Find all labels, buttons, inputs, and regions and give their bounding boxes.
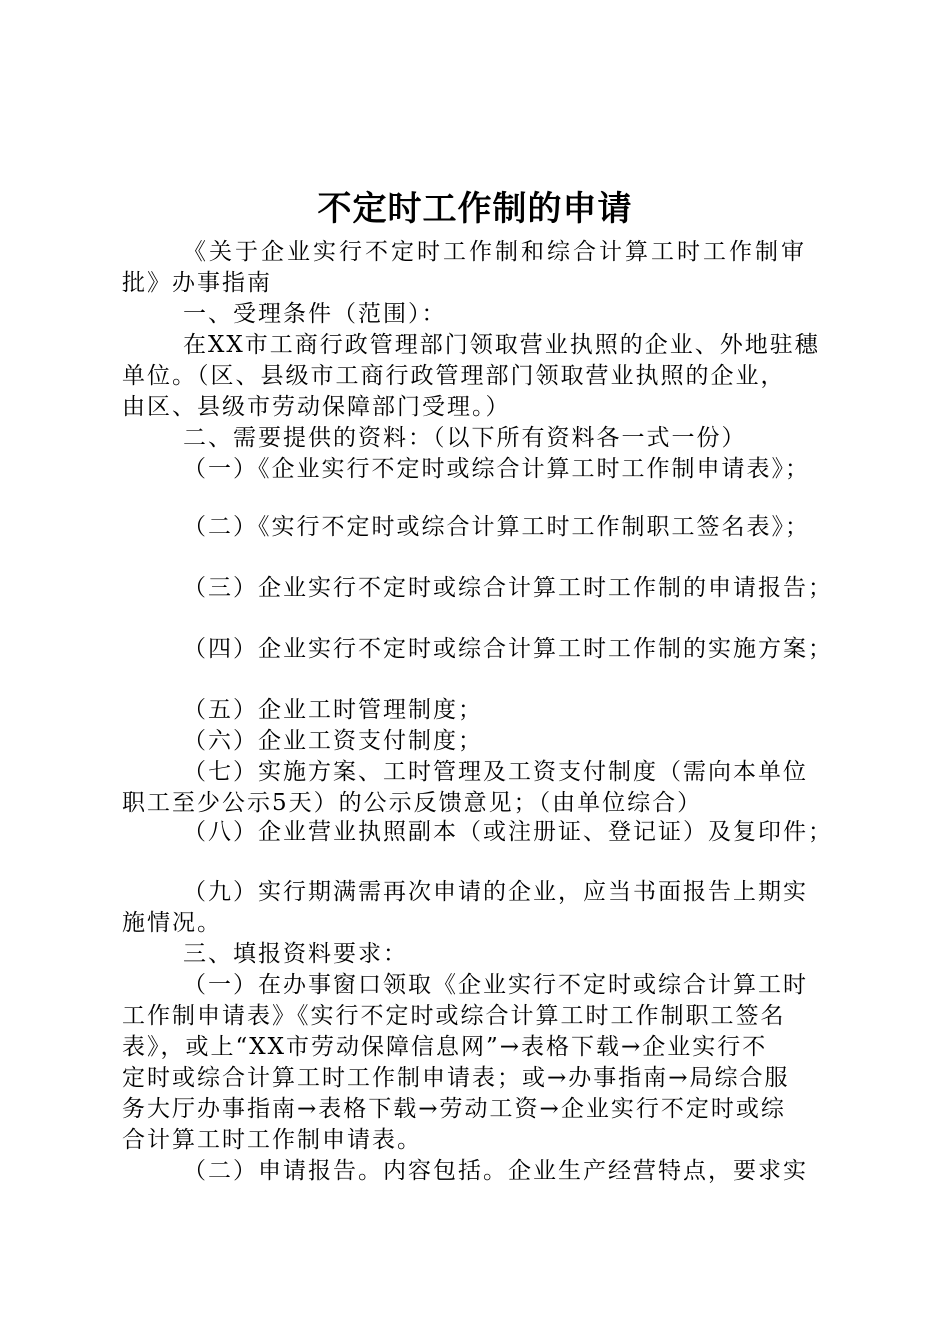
section-heading: 三、填报资料要求： xyxy=(183,941,408,967)
list-item-continuation: 施情况。 xyxy=(122,910,222,936)
document-title: 不定时工作制的申请 xyxy=(317,189,633,229)
list-item: （二）《实行不定时或综合计算工时工作制职工签名表》； xyxy=(183,514,810,540)
paragraph-line: （二）申请报告。内容包括。企业生产经营特点，要求实 xyxy=(183,1158,808,1184)
list-item: （九）实行期满需再次申请的企业，应当书面报告上期实 xyxy=(183,879,808,905)
paragraph-line: 由区、县级市劳动保障部门受理。） xyxy=(122,394,511,420)
paragraph-line: 批》办事指南 xyxy=(122,270,272,296)
paragraph-line: 务大厅办事指南→表格下载→劳动工资→企业实行不定时或综 xyxy=(122,1096,786,1122)
section-heading: 二、需要提供的资料：（以下所有资料各一式一份） xyxy=(183,425,747,451)
list-item: （六）企业工资支付制度； xyxy=(183,728,483,754)
list-item-continuation: 职工至少公示5天）的公示反馈意见；（由单位综合） xyxy=(122,790,703,816)
paragraph-line: 合计算工时工作制申请表。 xyxy=(122,1127,422,1153)
paragraph-line: 在XX市工商行政管理部门领取营业执照的企业、外地驻穗 xyxy=(183,332,820,358)
paragraph-line: （一）在办事窗口领取《企业实行不定时或综合计算工时 xyxy=(183,972,808,998)
section-heading: 一、受理条件（范围）： xyxy=(183,301,447,327)
list-item: （五）企业工时管理制度； xyxy=(183,697,483,723)
paragraph-line: 《关于企业实行不定时工作制和综合计算工时工作制审 xyxy=(183,239,807,265)
list-item: （八）企业营业执照副本（或注册证、登记证）及复印件； xyxy=(183,819,833,845)
paragraph-line: 工作制申请表》《实行不定时或综合计算工时工作制职工签名 xyxy=(122,1003,786,1029)
list-item: （七）实施方案、工时管理及工资支付制度（需向本单位 xyxy=(183,759,808,785)
paragraph-line: 表》，或上“XX市劳动保障信息网”→表格下载→企业实行不 xyxy=(122,1034,768,1060)
paragraph-line: 单位。（区、县级市工商行政管理部门领取营业执照的企业， xyxy=(122,363,786,389)
list-item: （一）《企业实行不定时或综合计算工时工作制申请表》； xyxy=(183,456,810,482)
list-item: （三）企业实行不定时或综合计算工时工作制的申请报告； xyxy=(183,575,833,601)
paragraph-line: 定时或综合计算工时工作制申请表；或→办事指南→局综合服 xyxy=(122,1065,790,1091)
list-item: （四）企业实行不定时或综合计算工时工作制的实施方案； xyxy=(183,636,833,662)
